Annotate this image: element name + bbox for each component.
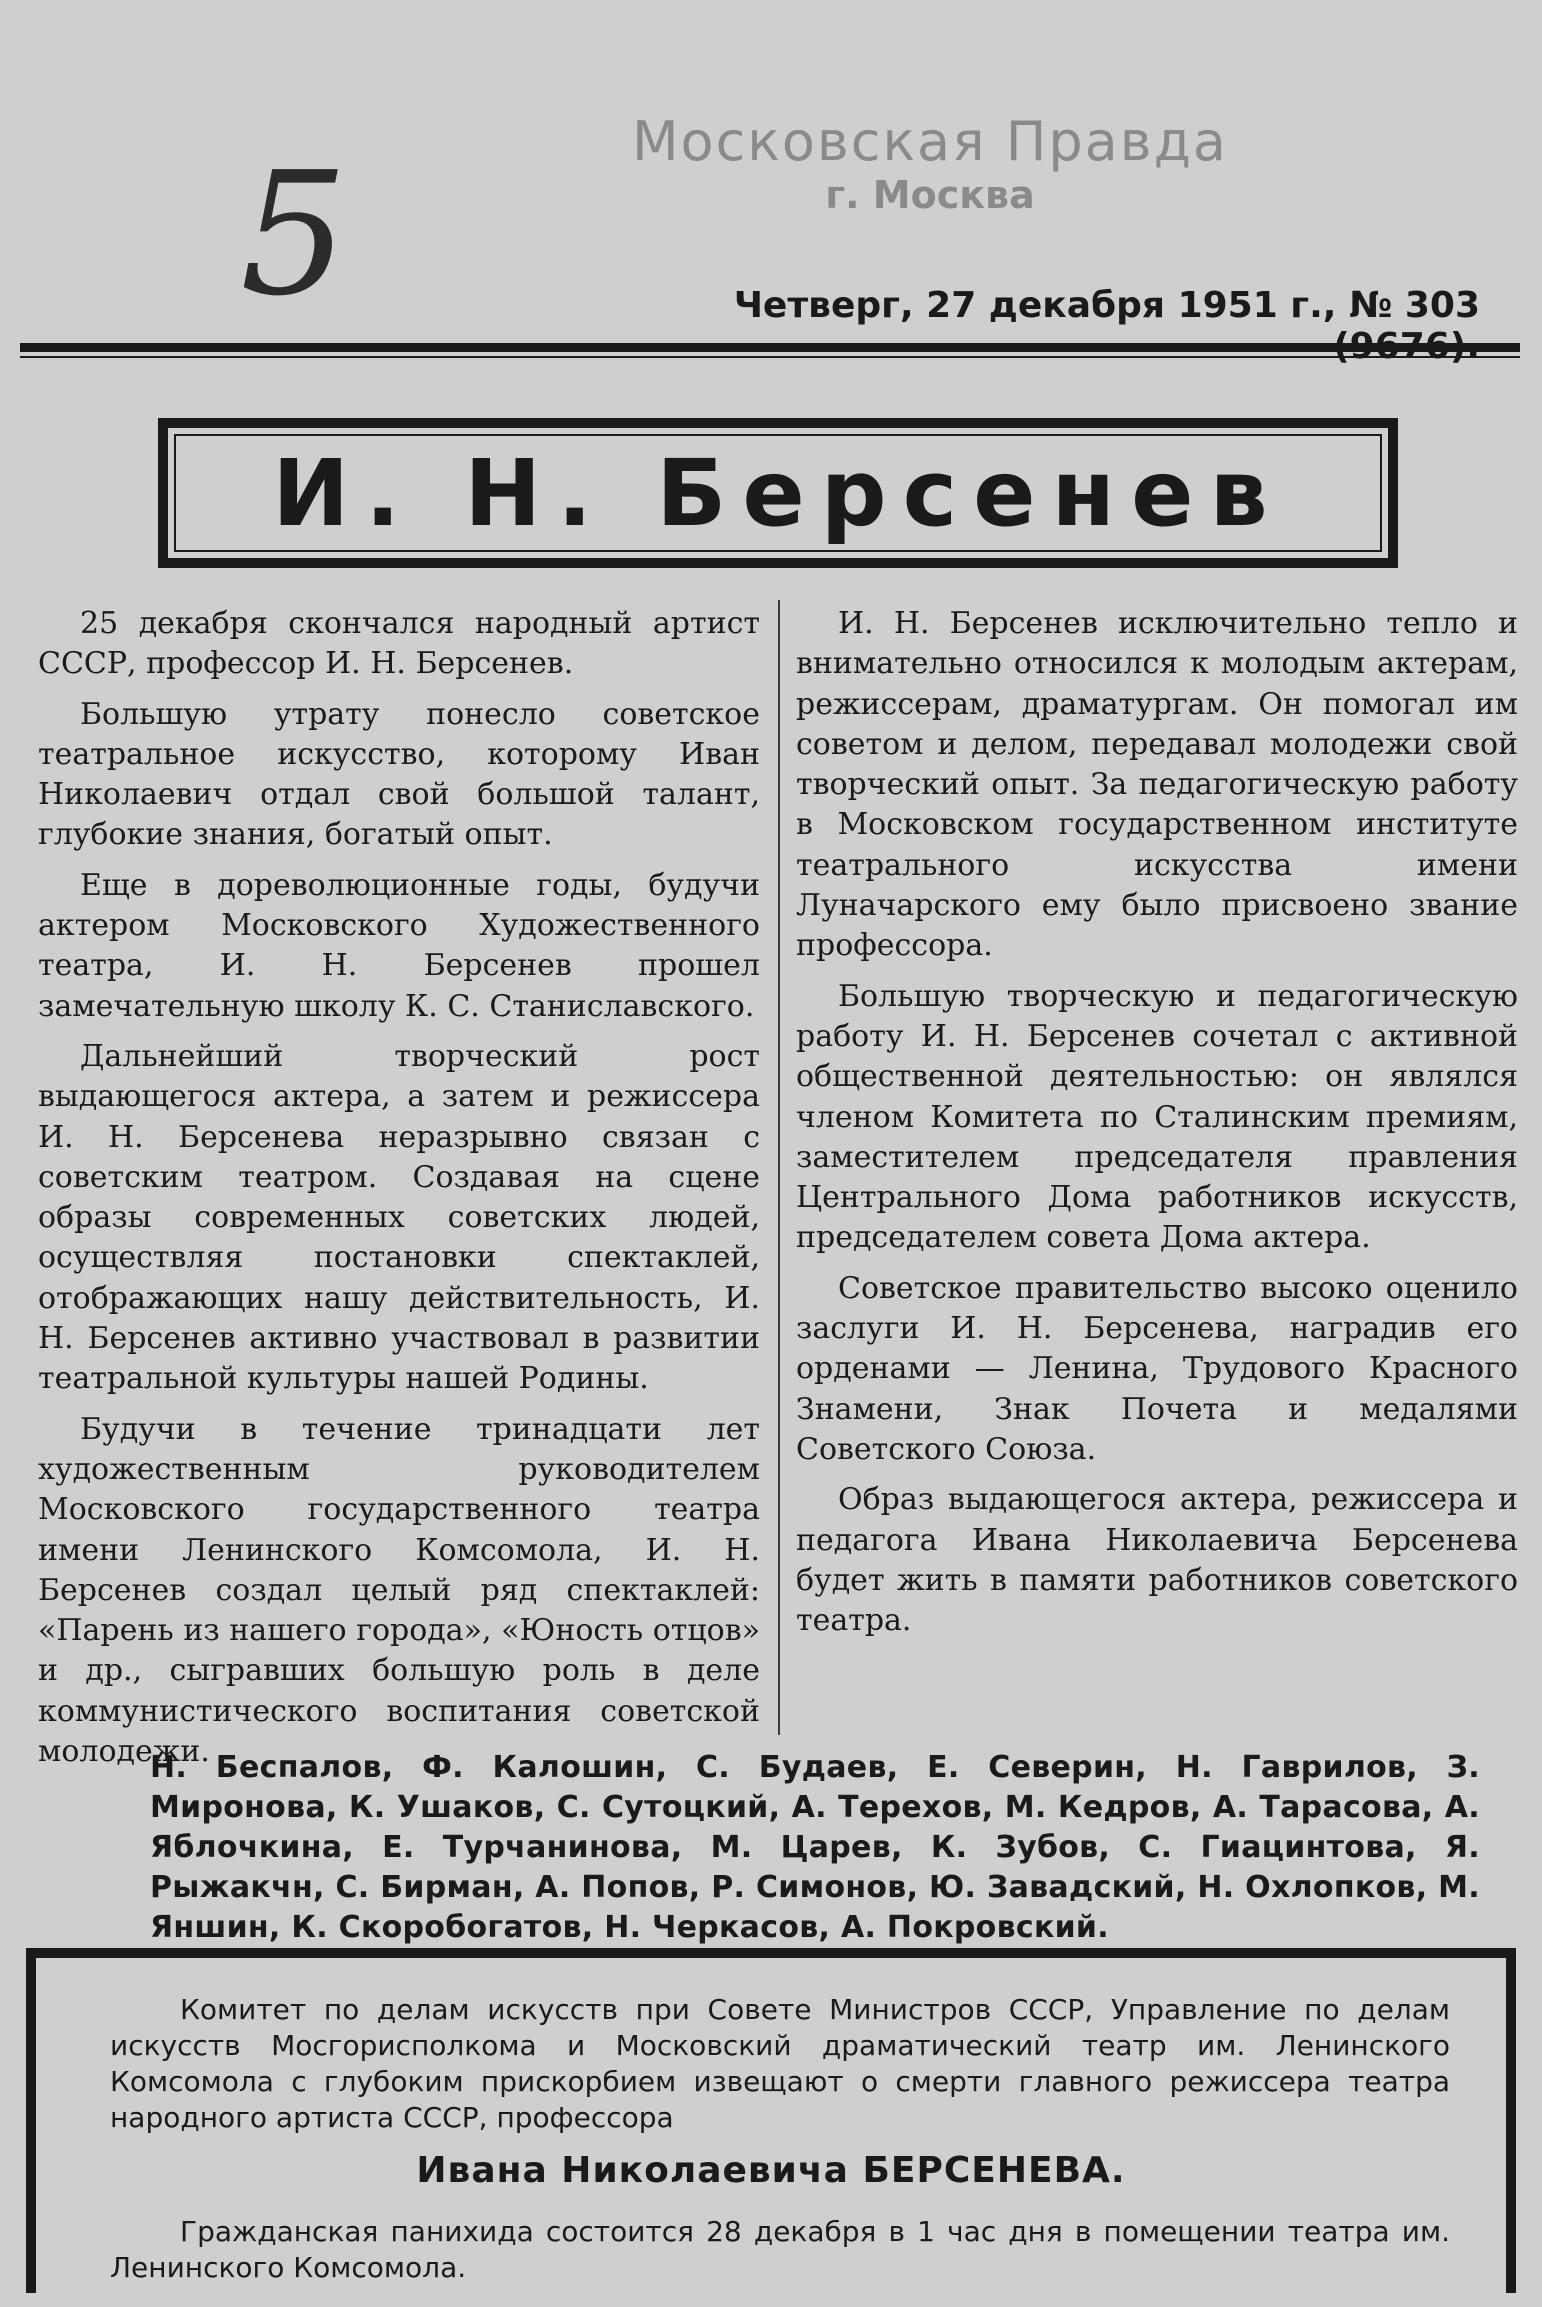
article-column-left	[38, 604, 760, 1782]
issue-dateline: Четверг, 27 декабря 1951 г., № 303	[733, 285, 1480, 326]
header-rule	[20, 343, 1520, 352]
stamp-line-1: Московская Правда	[631, 110, 1229, 173]
handwritten-number: 5	[240, 136, 349, 334]
notice-funeral: Гражданская панихида состоится 28 декабря в 1 час дня в помещении театра им. Ленинского Комсомола.	[110, 2215, 1450, 2284]
notice-text: Комитет по делам искусств при Совете Министров СССР, Управление по делам искусств Мосгорисполкома и Московский драматический театр им. Ленинского Комсомола с глубоким прискорбием извещают о смерти главного режиссера театра народного артиста СССР, профессора	[110, 1993, 1450, 2134]
left-paragraph: Большую утрату понесло советское театральное искусство, которому Иван Николаевич отдал свой большой талант, глубокие знания, богатый опыт.	[38, 696, 760, 853]
publication-stamp	[610, 110, 1250, 217]
article-title: И. Н. Берсенев	[272, 439, 1284, 547]
title-frame	[158, 418, 1398, 568]
left-paragraph: Еще в дореволюционные годы, будучи актером Московского Художественного театра, И. Н. Берсенев прошел замечательную школу К. С. Станиславского.	[38, 867, 760, 1024]
stamp-line-2: г. Москва	[825, 173, 1035, 217]
notice-name: Ивана Николаевича БЕРСЕНЕВА.	[416, 2150, 1126, 2191]
right-paragraph: Образ выдающегося актера, режиссера и педагога Ивана Николаевича Берсенева будет жить в памяти работников советского театра.	[796, 1482, 1518, 1639]
right-paragraph: Советское правительство высоко оценило заслуги И. Н. Берсенева, наградив его орденами — Ленина, Трудового Красного Знамени, Знак Почета и медалями Советского Союза.	[796, 1270, 1518, 1467]
right-paragraph: Большую творческую и педагогическую работу И. Н. Берсенев сочетал с активной общественной деятельностью: он являлся членом Комитета по Сталинским премиям, заместителем председателя правления Центрального Дома работников искусств, председателем совета Дома актера.	[796, 978, 1518, 1256]
obituary-notice	[26, 1948, 1516, 2293]
right-paragraph: И. Н. Берсенев исключительно тепло и внимательно относился к молодым актерам, режиссерам, драматургам. Он помогал им советом и делом, передавал молодежи свой творческий опыт. За педагогическую работу в Московском государственном институте театрального искусства имени Луначарского ему было присвоено звание профессора.	[796, 606, 1518, 964]
left-paragraph: Дальнейший творческий рост выдающегося актера, а затем и режиссера И. Н. Берсенева неразрывно связан с советским театром. Создавая на сцене образы современных советских людей, осуществляя постановки спектаклей, отображающих нашу действительность, И. Н. Берсенев активно участвовал в развитии театральной культуры нашей Родины.	[38, 1038, 760, 1397]
article-column-right	[796, 604, 1518, 1651]
left-paragraph: Будучи в течение тринадцати лет художественным руководителем Московского государственного театра имени Ленинского Комсомола, И. Н. Берсенев создал целый ряд спектаклей: «Парень из нашего города», «Юность отцов» и др., сыгравших большую роль в деле коммунистического воспитания советской молодежи.	[38, 1411, 760, 1770]
column-divider	[778, 600, 780, 1735]
header-rule-thin	[20, 356, 1520, 358]
left-paragraph: 25 декабря скончался народный артист СССР, профессор И. Н. Берсенев.	[38, 606, 760, 682]
signatories-list: Н. Беспалов, Ф. Калошин, С. Будаев, Е. Северин, Н. Гаврилов, З. Миронова, К. Ушаков, С. Сутоцкий, А. Терехов, М. Кедров, А. Тарасова, А. Яблочкина, Е. Турчанинова, М. Царев, К. Зубов, С. Гиацинтова, Я. Рыжакчн, С. Бирман, А. Попов, Р. Симонов, Ю. Завадский, Н. Охлопков, М. Яншин, К. Скоробогатов, Н. Черкасов, А. Покровский.	[150, 1750, 1480, 1945]
